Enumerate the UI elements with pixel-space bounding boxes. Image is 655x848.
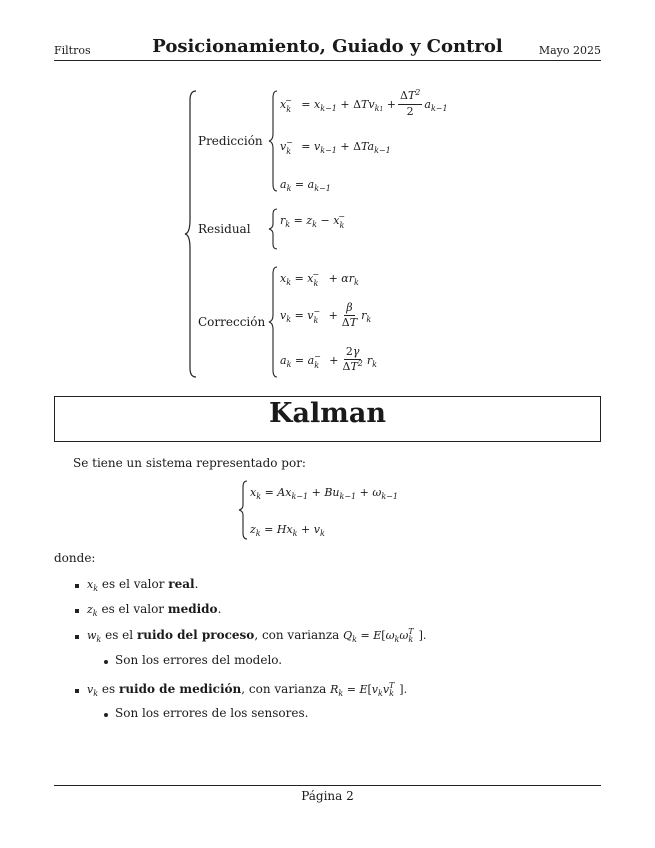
page-title: Posicionamiento, Guiado y Control [152,36,503,57]
bullet-marker [75,635,79,639]
measurement-equation: $z_k = Hx_k + v_k$ [250,523,325,538]
residual-eq: $r_k = z_k - x_k^-$ [280,212,345,230]
prediction-label: Predicción [198,134,263,148]
residual-brace [268,208,278,250]
kalman-system-brace [238,480,248,540]
prediction-eq-accel: $a_k = a_{k-1}$ [280,178,331,193]
prediction-brace [268,90,278,192]
sub-bullet-marker [104,660,108,664]
correction-label: Corrección [198,315,266,329]
list-item-process-noise: $w_k$ es el ruido del proceso, con varianza $Q_k = E[\omega_k\omega_k^T$ ]. [87,627,427,644]
intro-text: Se tiene un sistema representado por: [73,456,306,470]
state-equation: $x_k = Ax_{k-1} + Bu_{k-1} + \omega_{k-1}$ [250,486,398,501]
sub-bullet-marker [104,713,108,717]
section-title: Kalman [269,398,386,429]
bullet-marker [75,609,79,613]
sub-item-sensor-errors: Son los errores de los sensores. [115,706,309,720]
prediction-eq-velocity: $v_k^- = v_{k-1} + \Delta Ta_{k-1}$ [280,138,391,156]
sub-item-model-errors: Son los errores del modelo. [115,653,283,667]
correction-eq-position: $x_k = x_k^- + \alpha r_k$ [280,270,359,288]
correction-brace [268,266,278,378]
donde-text: donde: [54,551,96,565]
list-item-real: $x_k$ es el valor real. [87,577,199,593]
prediction-eq-position: $x_k^-$ = $x_{k-1}$ + Δ $Tv_{k1}$ + $\frac{\Delta T^2}{2}$ $a_{k-1}$ [280,88,448,118]
correction-eq-velocity: $v_k$ = $v_k^-$ + $\frac{\beta}{\Delta T}$ $r_k$ [280,301,372,329]
header-rule [54,60,601,61]
header-date: Mayo 2025 [538,44,601,57]
bullet-marker [75,689,79,693]
system-brace [184,90,198,378]
bullet-marker [75,584,79,588]
correction-eq-accel: $a_k$ = $a_k^-$ + $\frac{2\gamma}{\Delta T^2}$ $r_k$ [280,345,377,373]
footer-rule [54,785,601,786]
header-left: Filtros [54,44,91,57]
page-number: Página 2 [301,789,354,803]
list-item-measurement-noise: $v_k$ es ruido de medición, con varianza $R_k = E[v_kv_k^T$ ]. [87,681,408,698]
residual-label: Residual [198,222,251,236]
list-item-medido: $z_k$ es el valor medido. [87,602,222,618]
